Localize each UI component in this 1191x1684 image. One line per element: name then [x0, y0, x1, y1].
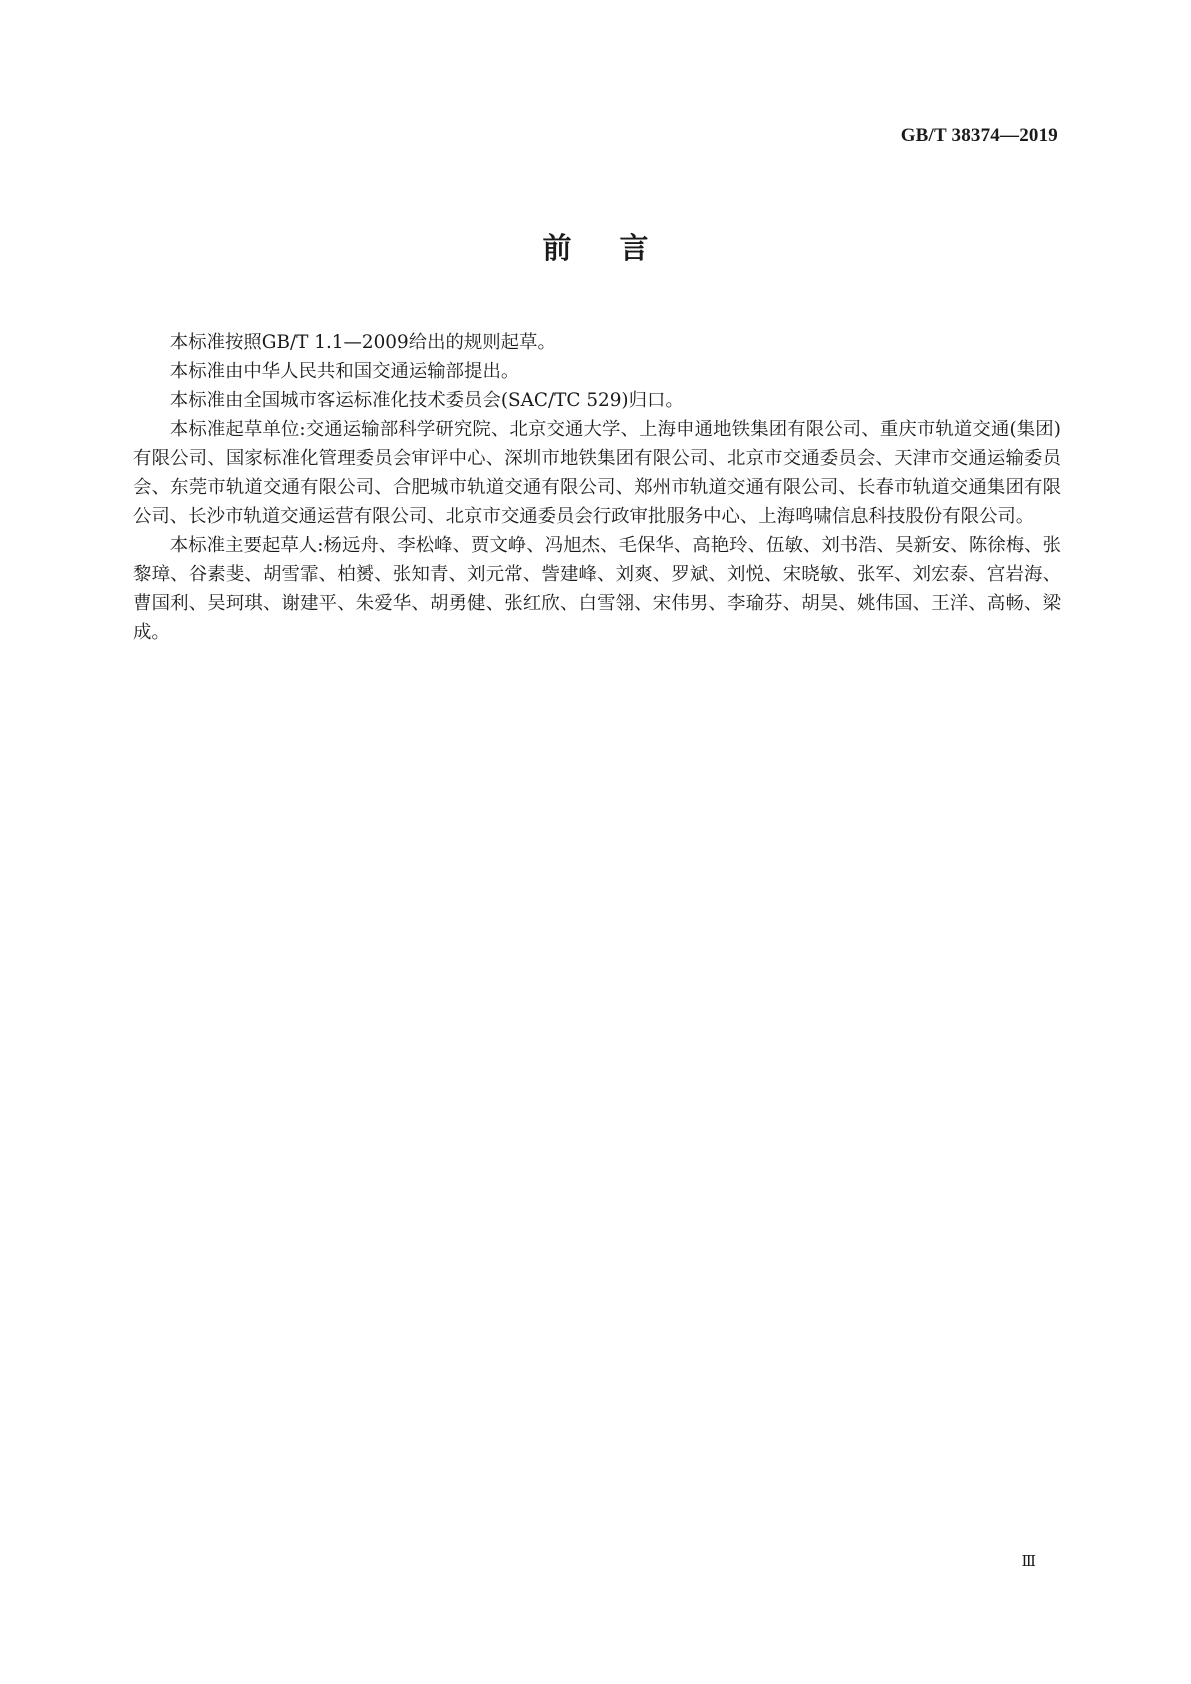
paragraph-proposer: 本标准由中华人民共和国交通运输部提出。 — [169, 361, 520, 382]
paragraph-drafters: 本标准主要起草人:杨远舟、李松峰、贾文峥、冯旭杰、毛保华、高艳玲、伍敏、刘书浩、吴新安、陈徐梅、张黎璋、谷素斐、胡雪霏、柏赟、张知青、刘元常、訾建峰、刘爽、罗斌、刘悦、宋晓敏、张军、刘宏泰、宫岩海、曹国利、吴珂琪、谢建平、朱爱华、胡勇健、张红欣、白雪翎、宋伟男、李瑜芬、胡昊、姚伟国、王洋、高畅、梁成。 — [133, 535, 1061, 643]
paragraph-drafting-rules: 本标准按照GB/T 1.1—2009给出的规则起草。 — [169, 332, 556, 353]
paragraph-technical-committee: 本标准由全国城市客运标准化技术委员会(SAC/TC 529)归口。 — [169, 390, 684, 411]
paragraph-drafting-organizations: 本标准起草单位:交通运输部科学研究院、北京交通大学、上海申通地铁集团有限公司、重庆市轨道交通(集团)有限公司、国家标准化管理委员会审评中心、深圳市地铁集团有限公司、北京市交通委员会、天津市交通运输委员会、东莞市轨道交通有限公司、合肥城市轨道交通有限公司、郑州市轨道交通有限公司、长春市轨道交通集团有限公司、长沙市轨道交通运营有限公司、北京市交通委员会行政审批服务中心、上海鸣啸信息科技股份有限公司。 — [133, 419, 1061, 527]
page-number: Ⅲ — [1021, 1554, 1037, 1570]
standard-number: GB/T 38374—2019 — [900, 125, 1058, 146]
page-title: 前言 — [542, 231, 697, 265]
document-body — [133, 328, 1061, 647]
